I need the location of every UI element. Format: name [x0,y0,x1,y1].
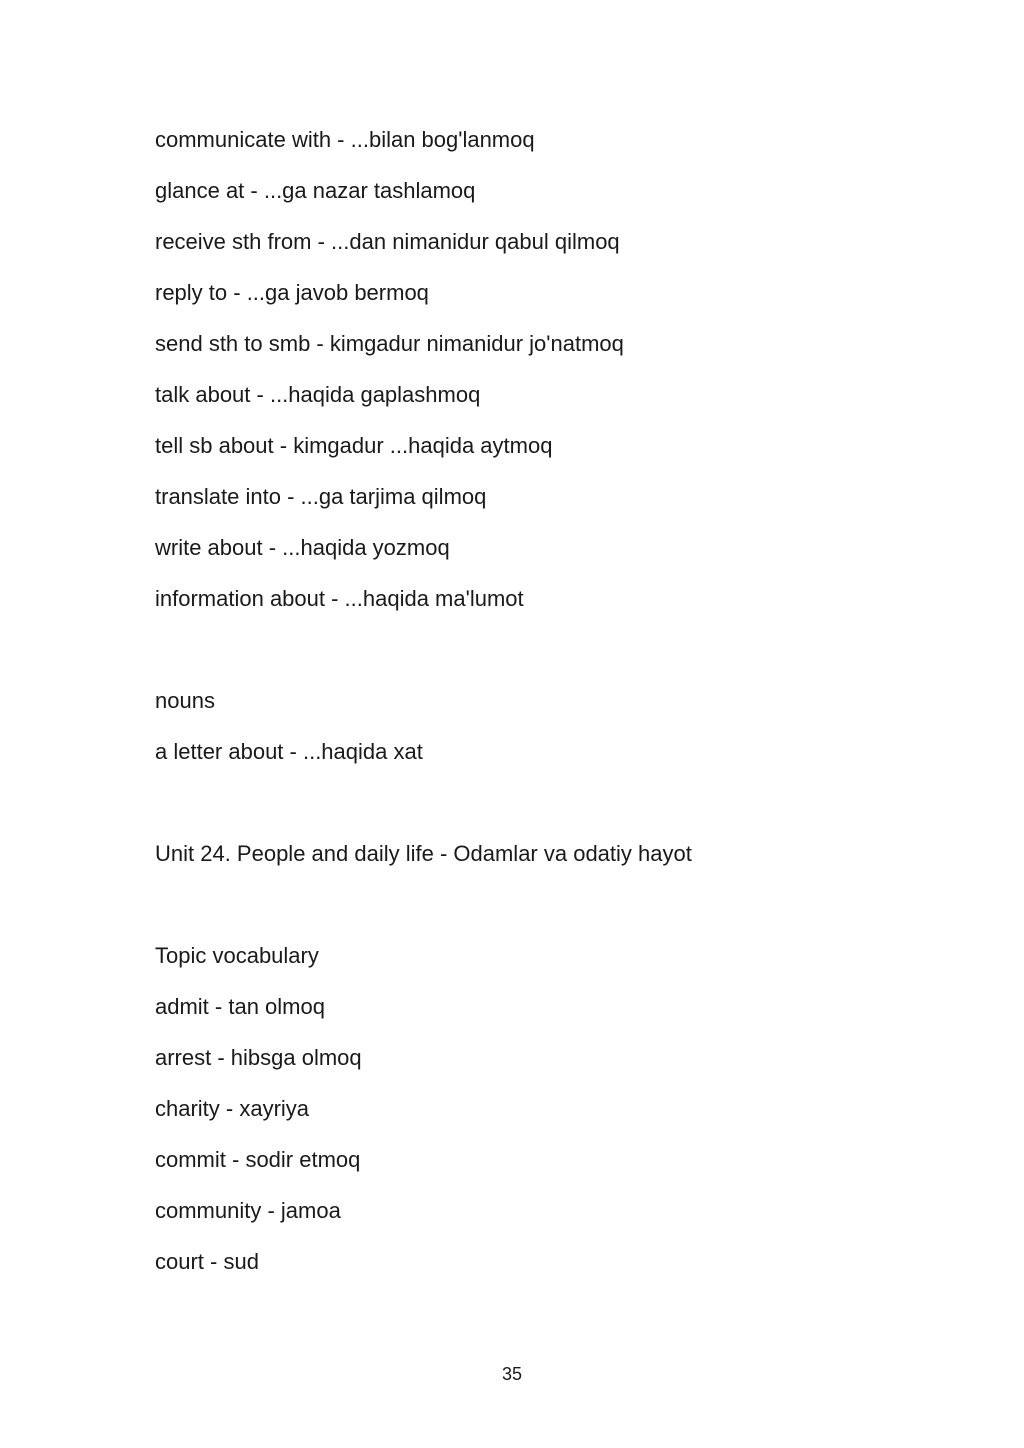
vocab-line: commit - sodir etmoq [155,1147,361,1172]
vocab-line: community - jamoa [155,1198,341,1223]
vocab-line: information about - ...haqida ma'lumot [155,586,524,611]
vocab-line: send sth to smb - kimgadur nimanidur jo'natmoq [155,331,624,356]
section-heading-nouns: nouns [155,688,215,713]
vocab-line: talk about - ...haqida gaplashmoq [155,382,481,407]
vocab-line: receive sth from - ...dan nimanidur qabul qilmoq [155,229,620,254]
blank-line [155,879,935,930]
vocab-line: admit - tan olmoq [155,994,325,1019]
page-number: 35 [501,1364,523,1384]
vocab-line: charity - xayriya [155,1096,310,1121]
blank-line [155,624,935,675]
unit-title: Unit 24. People and daily life - Odamlar va odatiy hayot [155,841,692,866]
vocab-line: translate into - ...ga tarjima qilmoq [155,484,487,509]
vocab-line: reply to - ...ga javob bermoq [155,280,429,305]
blank-line [155,777,935,828]
vocab-line: court - sud [155,1249,259,1274]
vocab-line: arrest - hibsga olmoq [155,1045,362,1070]
vocab-line: write about - ...haqida yozmoq [155,535,450,560]
document-page [155,114,935,1287]
section-heading-topic-vocabulary: Topic vocabulary [155,943,319,968]
vocab-line: a letter about - ...haqida xat [155,739,423,764]
vocab-line: tell sb about - kimgadur ...haqida aytmoq [155,433,553,458]
vocab-line: glance at - ...ga nazar tashlamoq [155,178,476,203]
vocab-line: communicate with - ...bilan bog'lanmoq [155,127,535,152]
